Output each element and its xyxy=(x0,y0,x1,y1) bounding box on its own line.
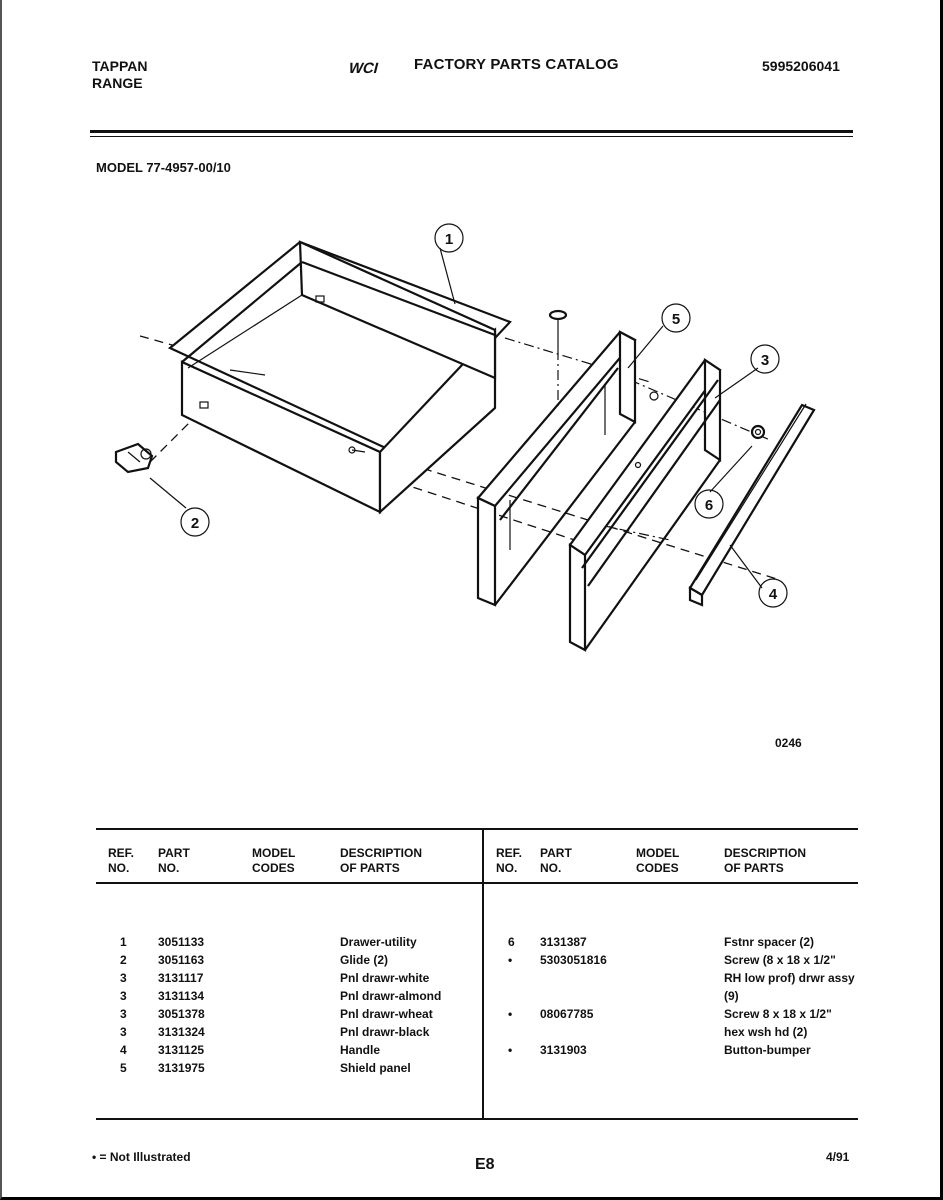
glide-part xyxy=(116,444,152,472)
right-ref-column xyxy=(508,933,515,1059)
table-row-ref xyxy=(508,1023,515,1041)
table-row-ref: 1 xyxy=(120,935,127,949)
assembly-line xyxy=(150,422,190,462)
callout-4 xyxy=(759,579,787,607)
table-row-ref: 2 xyxy=(120,953,127,967)
callout-5-label: 5 xyxy=(671,311,681,328)
screw-part-2 xyxy=(650,392,658,400)
left-header-ref: REF. NO. xyxy=(108,846,135,875)
table-row-part: 3051378 xyxy=(158,1007,205,1021)
left-desc-column xyxy=(340,933,441,1077)
right-desc-column xyxy=(724,933,855,1059)
header-rule-thin xyxy=(90,136,853,137)
table-row-desc: Pnl drawr-almond xyxy=(340,989,442,1003)
not-illustrated-note: • = Not Illustrated xyxy=(92,1150,191,1164)
fastener-spacer-part xyxy=(752,426,764,438)
callout-2-label: 2 xyxy=(190,515,200,532)
drawer-panel-part xyxy=(570,360,720,650)
table-row-part: 3131903 xyxy=(540,1043,587,1057)
right-header-ref: REF. NO. xyxy=(496,846,523,875)
table-row-desc: Fstnr spacer (2) xyxy=(724,935,815,949)
table-row-part: 3051163 xyxy=(158,953,205,967)
table-row-desc: hex wsh hd (2) xyxy=(724,1025,808,1039)
table-row-part: 5303051816 xyxy=(540,953,607,967)
callout-4-label: 4 xyxy=(768,586,778,603)
callout-3 xyxy=(751,345,779,373)
left-header-part: PART NO. xyxy=(158,846,190,875)
wci-logo xyxy=(345,44,407,78)
catalog-number: 5995206041 xyxy=(762,58,840,74)
catalog-title: FACTORY PARTS CATALOG xyxy=(414,56,619,73)
brand-line-1: TAPPAN xyxy=(92,58,148,74)
screw-part xyxy=(550,311,566,410)
left-ref-column xyxy=(120,933,127,1077)
table-row-desc: Pnl drawr-white xyxy=(340,971,430,985)
table-header-rule xyxy=(96,882,858,884)
table-row-desc: Pnl drawr-black xyxy=(340,1025,430,1039)
page-number: E8 xyxy=(475,1156,495,1173)
catalog-date: 4/91 xyxy=(826,1150,850,1164)
logo-text: WCI xyxy=(346,60,381,77)
brand-block xyxy=(92,58,147,92)
table-row-desc: (9) xyxy=(724,989,739,1003)
callout-5 xyxy=(662,304,690,332)
table-row-desc: Screw (8 x 18 x 1/2" xyxy=(724,953,836,967)
table-row-ref: 3 xyxy=(120,1025,127,1039)
table-column-divider xyxy=(482,830,484,1118)
table-row-part: 3131324 xyxy=(158,1025,205,1039)
table-row-ref: 3 xyxy=(120,989,127,1003)
table-row-desc: Button-bumper xyxy=(724,1043,811,1057)
table-row-part xyxy=(540,969,607,987)
table-row-desc: Screw 8 x 18 x 1/2" xyxy=(724,1007,832,1021)
right-part-column xyxy=(540,933,607,1059)
table-row-part: 3131134 xyxy=(158,989,205,1003)
table-row-desc: Glide (2) xyxy=(340,953,389,967)
table-row-ref: 3 xyxy=(120,1007,127,1021)
right-header-part: PART NO. xyxy=(540,846,572,875)
table-row-ref: 5 xyxy=(120,1061,127,1075)
table-row-ref: • xyxy=(508,1007,513,1021)
drawer-utility-part xyxy=(170,242,510,512)
table-top-rule xyxy=(96,828,858,830)
table-row-part xyxy=(540,1023,607,1041)
table-row-desc: Drawer-utility xyxy=(340,935,417,949)
table-row-part: 3051133 xyxy=(158,935,205,949)
left-header-desc: DESCRIPTION OF PARTS xyxy=(340,846,423,875)
table-row-ref: • xyxy=(508,1043,513,1057)
callout-6-label: 6 xyxy=(704,497,714,514)
table-row-ref: 3 xyxy=(120,971,127,985)
table-row-ref: • xyxy=(508,953,513,967)
callout-1-label: 1 xyxy=(444,231,454,248)
header-rule xyxy=(90,130,853,133)
callout-3-label: 3 xyxy=(760,352,770,369)
brand-line-2: RANGE xyxy=(92,75,143,91)
table-row-part: 3131117 xyxy=(158,971,204,985)
left-part-column xyxy=(158,933,205,1077)
model-label: MODEL 77-4957-00/10 xyxy=(96,160,231,175)
table-row-part xyxy=(540,987,607,1005)
table-row-part: 3131387 xyxy=(540,935,587,949)
table-row-part: 3131975 xyxy=(158,1061,205,1075)
table-row-desc: Pnl drawr-wheat xyxy=(340,1007,433,1021)
exploded-parts-diagram xyxy=(90,200,850,670)
right-header-model: MODEL CODES xyxy=(636,846,680,875)
callout-1 xyxy=(435,224,463,252)
left-header-model: MODEL CODES xyxy=(252,846,296,875)
callout-2 xyxy=(181,508,209,536)
table-row-ref xyxy=(508,987,515,1005)
right-header-desc: DESCRIPTION OF PARTS xyxy=(724,846,807,875)
table-row-desc: Shield panel xyxy=(340,1061,411,1075)
shield-panel-part xyxy=(478,332,635,605)
diagram-image-code: 0246 xyxy=(775,736,802,750)
table-row-part: 3131125 xyxy=(158,1043,205,1057)
table-bottom-rule xyxy=(96,1118,858,1120)
table-row-part: 08067785 xyxy=(540,1007,594,1021)
table-row-desc: Handle xyxy=(340,1043,381,1057)
table-row-desc: RH low prof) drwr assy xyxy=(724,971,855,985)
table-row-ref xyxy=(508,969,515,987)
callout-6 xyxy=(695,490,723,518)
table-row-ref: 6 xyxy=(508,935,515,949)
table-row-ref: 4 xyxy=(120,1043,127,1057)
